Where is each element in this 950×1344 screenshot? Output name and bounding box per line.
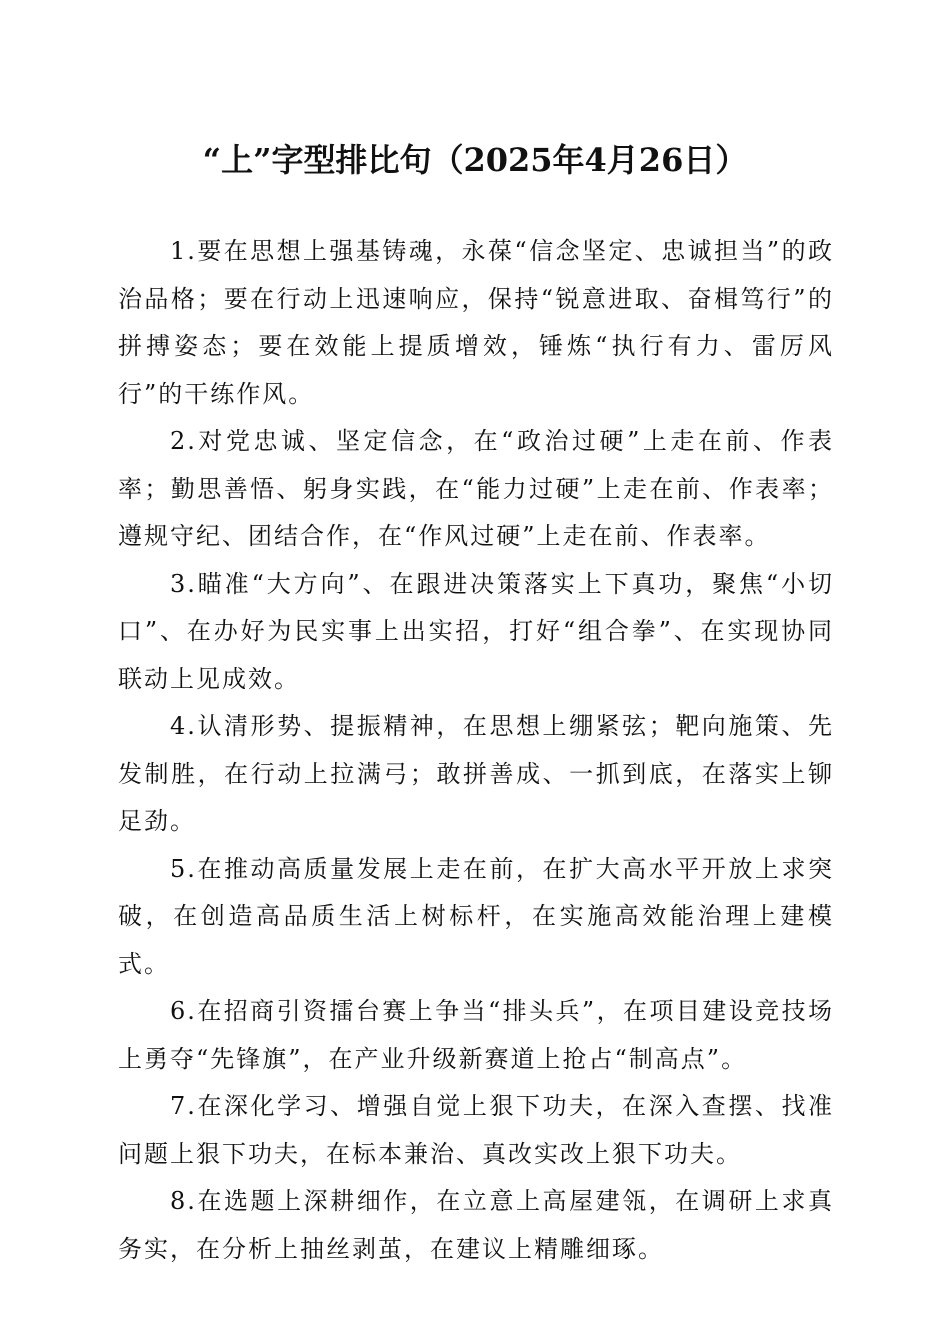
paragraph-6: 6.在招商引资擂台赛上争当“排头兵”，在项目建设竞技场上勇夺“先锋旗”，在产业升级新赛道上抢占“制高点”。 bbox=[118, 997, 834, 1073]
paragraph-8: 8.在选题上深耕细作，在立意上高屋建瓴，在调研上求真务实，在分析上抽丝剥茧，在建议上精雕细琢。 bbox=[118, 1187, 834, 1263]
paragraph-4: 4.认清形势、提振精神，在思想上绷紧弦；靶向施策、先发制胜，在行动上拉满弓；敢拼善成、一抓到底，在落实上铆足劲。 bbox=[118, 712, 834, 835]
paragraph-2: 2.对党忠诚、坚定信念，在“政治过硬”上走在前、作表率；勤思善悟、躬身实践，在“能力过硬”上走在前、作表率；遵规守纪、团结合作，在“作风过硬”上走在前、作表率。 bbox=[118, 427, 834, 550]
paragraph-1: 1.要在思想上强基铸魂，永葆“信念坚定、忠诚担当”的政治品格；要在行动上迅速响应，保持“锐意进取、奋楫笃行”的拼搏姿态；要在效能上提质增效，锤炼“执行有力、雷厉风行”的干练作风。 bbox=[118, 237, 834, 408]
paragraph-3: 3.瞄准“大方向”、在跟进决策落实上下真功，聚焦“小切口”、在办好为民实事上出实招，打好“组合拳”、在实现协同联动上见成效。 bbox=[118, 569, 834, 693]
document-title: “上”字型排比句（2025年4月26日） bbox=[202, 141, 748, 179]
document-body bbox=[118, 228, 834, 1273]
paragraph-7: 7.在深化学习、增强自觉上狠下功夫，在深入查摆、找准问题上狠下功夫，在标本兼治、真改实改上狠下功夫。 bbox=[118, 1092, 834, 1168]
paragraph-5: 5.在推动高质量发展上走在前，在扩大高水平开放上求突破，在创造高品质生活上树标杆，在实施高效能治理上建模式。 bbox=[118, 854, 834, 978]
